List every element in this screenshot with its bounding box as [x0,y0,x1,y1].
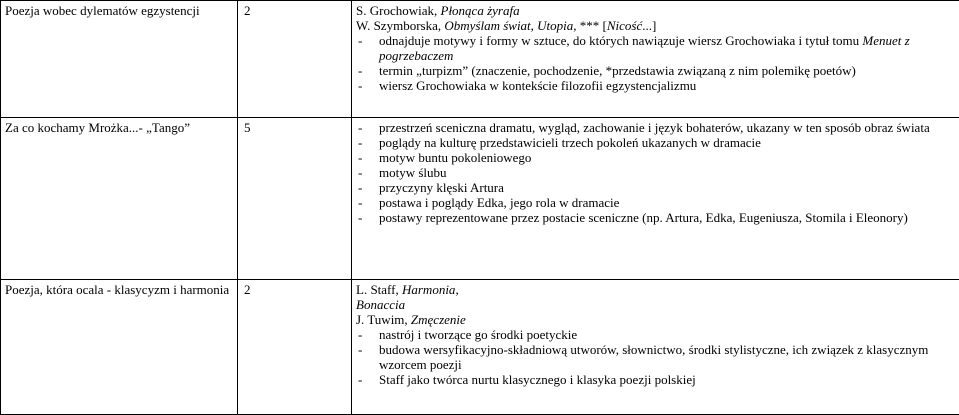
dash-marker: - [358,327,363,342]
text-run: wiersz Grochowiaka w kontekście filozofii egzystencjalizmu [379,78,697,93]
table-row [1,1,959,118]
text-run: odnajduje motywy i formy w sztuce, do których nawiązuje wiersz Grochowiaka i tytuł tomu [379,33,863,48]
list-item [356,165,955,180]
list-item [356,120,955,135]
list-item [356,210,955,225]
content-block [352,1,959,93]
hours-value: 2 [244,282,251,297]
text-run: postawa i poglądy Edka, jego rola w dramacie [379,195,620,210]
text-run: L. Staff, [356,282,402,297]
content-cell [352,1,959,118]
content-cell [352,280,959,415]
list-item [356,63,955,78]
text-run: przestrzeń sceniczna dramatu, wygląd, zachowanie i język bohaterów, ukazany w ten sposób obraz świata [379,120,930,135]
learning-points-list [356,120,955,225]
content-cell [352,118,959,280]
list-item [356,150,955,165]
topic-cell [1,1,238,118]
text-run: motyw buntu pokoleniowego [379,150,532,165]
list-item [356,342,955,372]
text-run: budowa wersyfikacyjno-składniową utworów, słownictwo, środki stylistyczne, ich związek z klasycznym wzorcem poezji [379,342,929,372]
italic-text: Menuet z pogrzebaczem [379,33,910,63]
table-row [1,118,959,280]
list-item [356,180,955,195]
dash-marker: - [358,78,363,93]
list-item [356,33,955,63]
learning-points-list [356,33,955,93]
list-item [356,372,955,387]
topic-title: Poezja, która ocala - klasycyzm i harmonia [5,282,230,297]
hours-value: 5 [244,120,251,135]
dash-marker: - [358,180,363,195]
hours-value: 2 [244,3,251,18]
text-run: J. Tuwim, [356,312,411,327]
learning-points-list [356,327,955,387]
topic-cell [1,118,238,280]
reading-line [356,282,955,297]
content-block [352,280,959,387]
dash-marker: - [358,150,363,165]
reading-line [356,18,955,33]
italic-text: Obmyślam świat, Utopia, [444,18,577,33]
text-run: przyczyny klęski Artura [379,180,504,195]
table-row [1,280,959,415]
dash-marker: - [358,165,363,180]
content-block [352,118,959,225]
hours-cell [238,118,352,280]
hours-cell [238,280,352,415]
text-run: postawy reprezentowane przez postacie sceniczne (np. Artura, Edka, Eugeniusza, Stomila i Eleonory) [379,210,908,225]
text-run: Staff jako twórca nurtu klasycznego i klasyka poezji polskiej [379,372,696,387]
text-run: , [455,282,459,297]
text-run: motyw ślubu [379,165,447,180]
text-run: *** [ [576,18,607,33]
text-run: nastrój i tworzące go środki poetyckie [379,327,578,342]
list-item [356,135,955,150]
topic-cell [1,280,238,415]
italic-text: Harmonia [401,282,456,297]
dash-marker: - [358,33,363,48]
dash-marker: - [358,372,363,387]
italic-text: Bonaccia [356,297,406,312]
dash-marker: - [358,135,363,150]
reading-line [356,297,955,312]
text-run: ...] [642,18,657,33]
list-item [356,327,955,342]
topic-title: Poezja wobec dylematów egzystencji [5,3,200,18]
text-run: S. Grochowiak, [356,3,441,18]
dash-marker: - [358,120,363,135]
italic-text: Płonąca żyrafa [440,3,520,18]
topic-title: Za co kochamy Mrożka...- „Tango” [5,120,190,135]
dash-marker: - [358,195,363,210]
text-run: W. Szymborska, [356,18,445,33]
list-item [356,78,955,93]
italic-text: Zmęczenie [410,312,466,327]
dash-marker: - [358,63,363,78]
dash-marker: - [358,210,363,225]
list-item [356,195,955,210]
italic-text: Nicość [606,18,643,33]
text-run: termin „turpizm” (znaczenie, pochodzenie, *przedstawia związaną z nim polemikę poetów) [379,63,856,78]
hours-cell [238,1,352,118]
dash-marker: - [358,342,363,357]
reading-line [356,3,955,18]
reading-line [356,312,955,327]
text-run: poglądy na kulturę przedstawicieli trzech pokoleń ukazanych w dramacie [379,135,761,150]
